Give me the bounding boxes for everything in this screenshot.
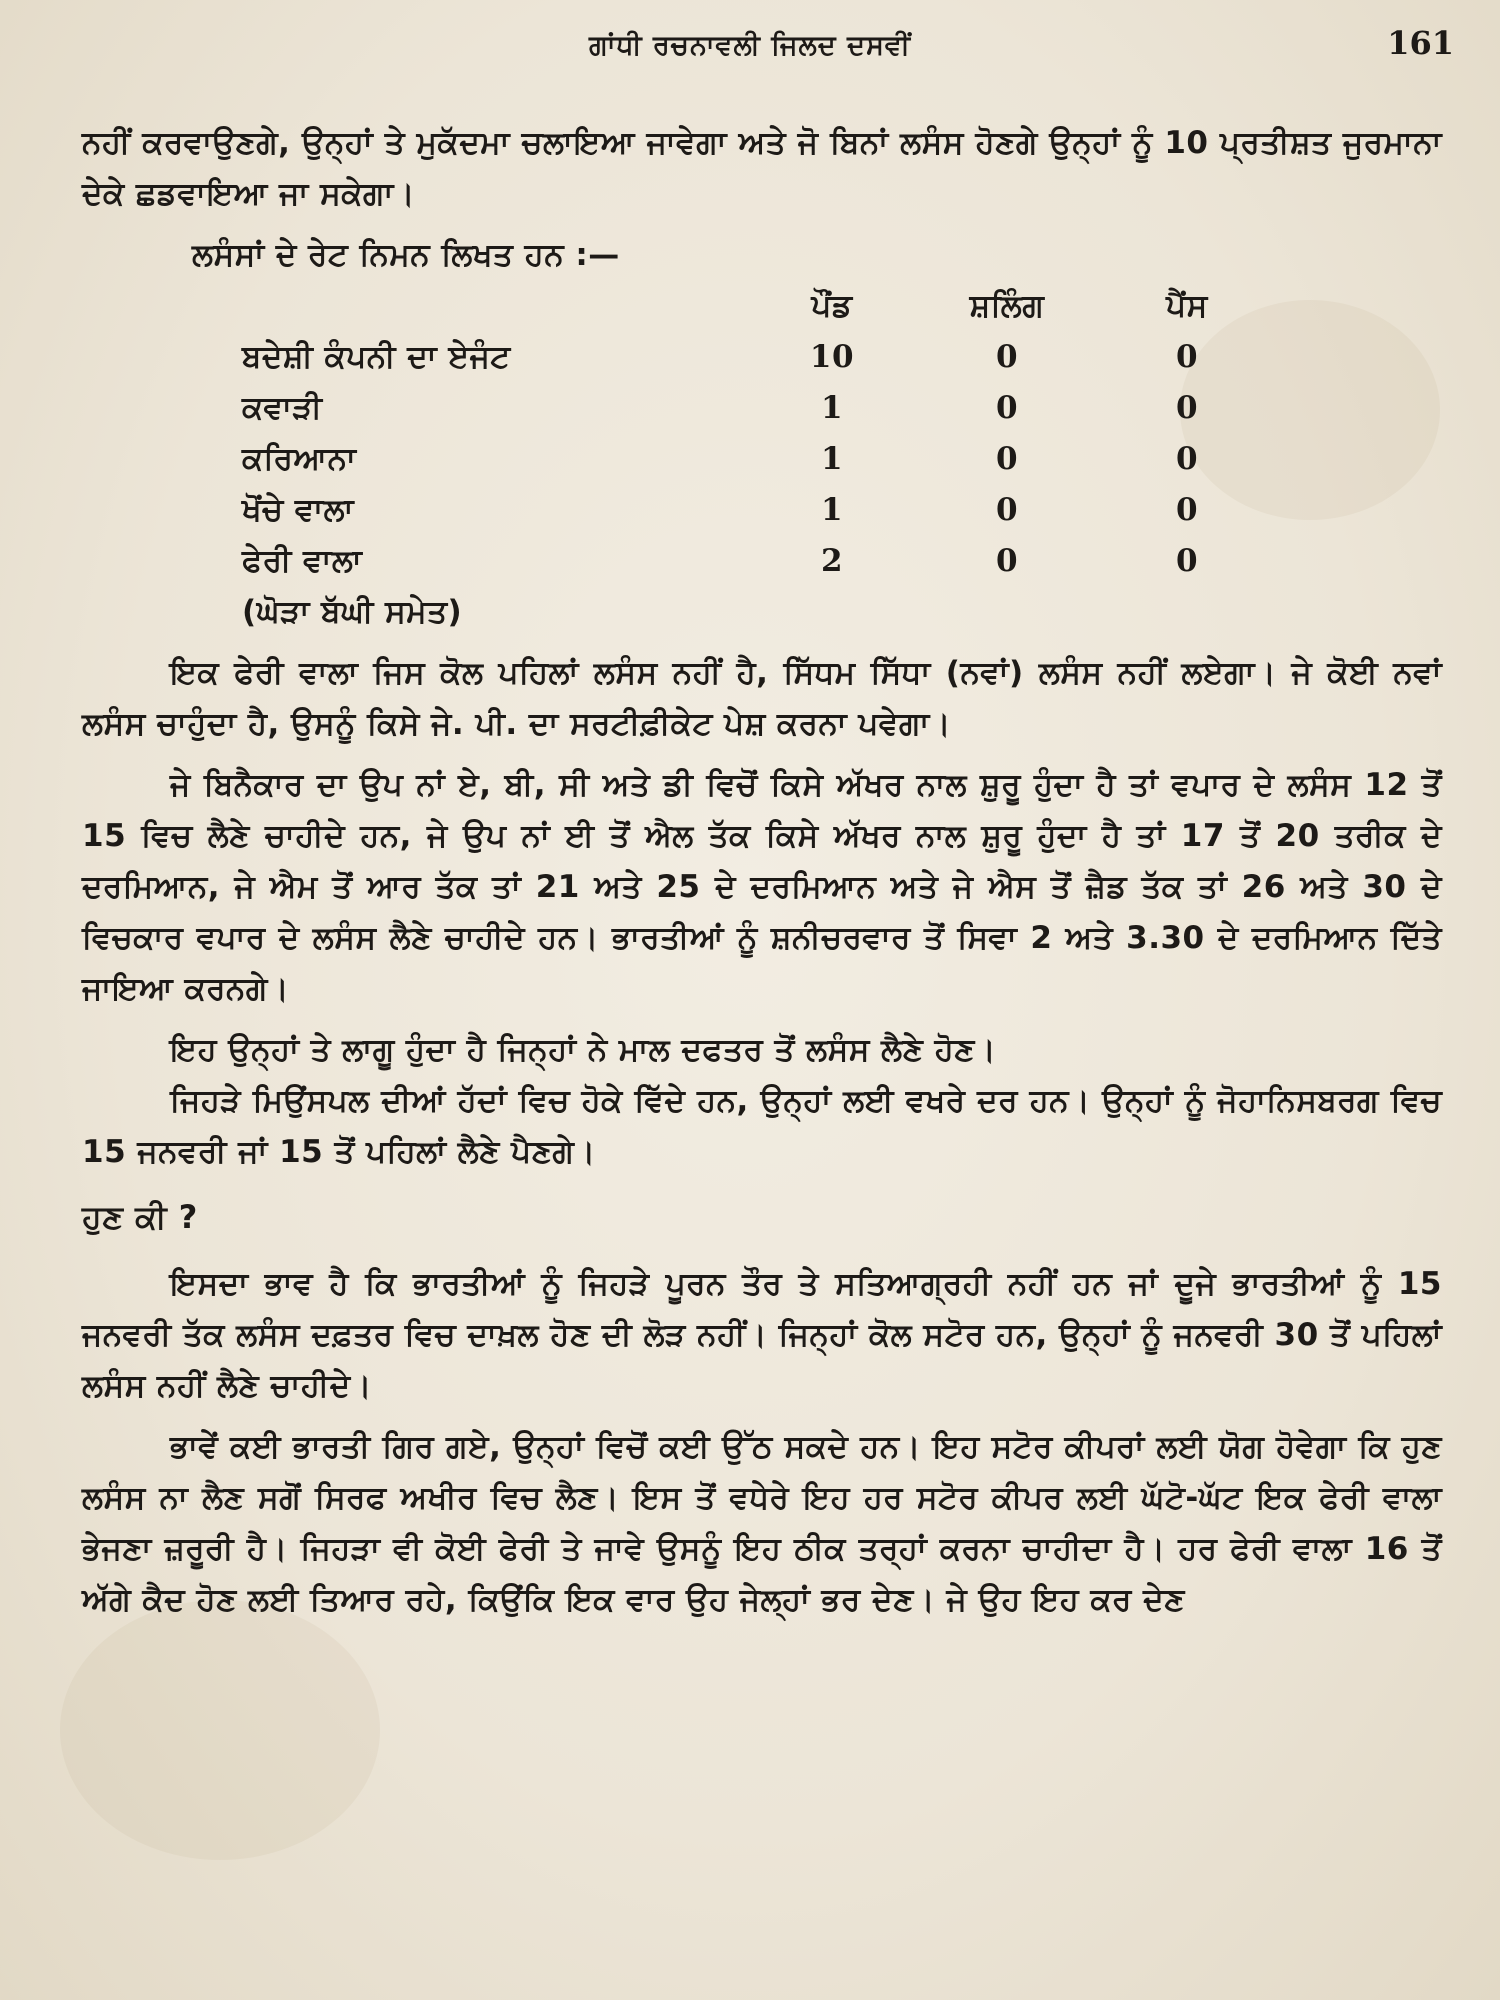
paper-stain	[60, 1600, 380, 1860]
paragraph: ਇਸਦਾ ਭਾਵ ਹੈ ਕਿ ਭਾਰਤੀਆਂ ਨੂੰ ਜਿਹੜੇ ਪੂਰਨ ਤੌਰ ਤੇ ਸਤਿਆਗ੍ਰਹੀ ਨਹੀਂ ਹਨ ਜਾਂ ਦੂਜੇ ਭਾਰਤੀਆਂ ਨੂੰ 15 ਜਨਵਰੀ ਤੱਕ ਲਸੰਸ ਦਫ਼ਤਰ ਵਿਚ ਦਾਖ਼ਲ ਹੋਣ ਦੀ ਲੋੜ ਨਹੀਂ। ਜਿਨ੍ਹਾਂ ਕੋਲ ਸਟੋਰ ਹਨ, ਉਨ੍ਹਾਂ ਨੂੰ ਜਨਵਰੀ 30 ਤੋਂ ਪਹਿਲਾਂ ਲਸੰਸ ਨਹੀਂ ਲੈਣੇ ਚਾਹੀਦੇ।	[82, 1266, 1442, 1404]
paragraph: ਇਹ ਉਨ੍ਹਾਂ ਤੇ ਲਾਗੂ ਹੁੰਦਾ ਹੈ ਜਿਨ੍ਹਾਂ ਨੇ ਮਾਲ ਦਫਤਰ ਤੋਂ ਲਸੰਸ ਲੈਣੇ ਹੋਣ।	[170, 1032, 997, 1068]
paragraph: ਜੇ ਬਿਨੈਕਾਰ ਦਾ ਉਪ ਨਾਂ ਏ, ਬੀ, ਸੀ ਅਤੇ ਡੀ ਵਿਚੋਂ ਕਿਸੇ ਅੱਖਰ ਨਾਲ ਸ਼ੁਰੂ ਹੁੰਦਾ ਹੈ ਤਾਂ ਵਪਾਰ ਦੇ ਲਸੰਸ 12 ਤੋਂ 15 ਵਿਚ ਲੈਣੇ ਚਾਹੀਦੇ ਹਨ, ਜੇ ਉਪ ਨਾਂ ਈ ਤੋਂ ਐਲ ਤੱਕ ਕਿਸੇ ਅੱਖਰ ਨਾਲ ਸ਼ੁਰੂ ਹੁੰਦਾ ਹੈ ਤਾਂ 17 ਤੋਂ 20 ਤਰੀਕ ਦੇ ਦਰਮਿਆਨ, ਜੇ ਐਮ ਤੋਂ ਆਰ ਤੱਕ ਤਾਂ 21 ਅਤੇ 25 ਦੇ ਦਰਮਿਆਨ ਅਤੇ ਜੇ ਐਸ ਤੋਂ ਜ਼ੈਡ ਤੱਕ ਤਾਂ 26 ਅਤੇ 30 ਦੇ ਵਿਚਕਾਰ ਵਪਾਰ ਦੇ ਲਸੰਸ ਲੈਣੇ ਚਾਹੀਦੇ ਹਨ। ਭਾਰਤੀਆਂ ਨੂੰ ਸ਼ਨੀਚਰਵਾਰ ਤੋਂ ਸਿਵਾ 2 ਅਤੇ 3.30 ਦੇ ਦਰਮਿਆਨ ਦਿੱਤੇ ਜਾਇਆ ਕਰਨਗੇ।	[82, 767, 1442, 1007]
running-head: ਗਾਂਧੀ ਰਚਨਾਵਲੀ ਜਿਲਦ ਦਸਵੀਂ	[589, 30, 911, 61]
page-body	[82, 118, 1442, 1636]
rate-shilling: 0	[995, 339, 1019, 375]
rates-note: (ਘੋੜਾ ਬੱਘੀ ਸਮੇਤ)	[242, 594, 463, 630]
rate-pence: 0	[1175, 390, 1199, 426]
rate-label: ਫੇਰੀ ਵਾਲਾ	[242, 543, 363, 579]
table-row	[242, 485, 1262, 536]
paragraph: ਨਹੀਂ ਕਰਵਾਉਣਗੇ, ਉਨ੍ਹਾਂ ਤੇ ਮੁਕੱਦਮਾ ਚਲਾਇਆ ਜਾਵੇਗਾ ਅਤੇ ਜੋ ਬਿਨਾਂ ਲਸੰਸ ਹੋਣਗੇ ਉਨ੍ਹਾਂ ਨੂੰ 10 ਪ੍ਰਤੀਸ਼ਤ ਜੁਰਮਾਨਾ ਦੇਕੇ ਛਡਵਾਇਆ ਜਾ ਸਕੇਗਾ।	[82, 125, 1442, 212]
table-row	[242, 383, 1262, 434]
rate-pence: 0	[1175, 492, 1199, 528]
page-number: 161	[1387, 24, 1454, 62]
rate-label: ਕਰਿਆਨਾ	[242, 441, 357, 477]
rate-label: ਕਵਾੜੀ	[242, 390, 323, 426]
rate-pound: 2	[820, 543, 844, 579]
rate-shilling: 0	[995, 441, 1019, 477]
rate-pound: 1	[820, 441, 844, 477]
paragraph: ਇਕ ਫੇਰੀ ਵਾਲਾ ਜਿਸ ਕੋਲ ਪਹਿਲਾਂ ਲਸੰਸ ਨਹੀਂ ਹੈ, ਸਿੱਧਮ ਸਿੱਧਾ (ਨਵਾਂ) ਲਸੰਸ ਨਹੀਂ ਲਏਗਾ। ਜੇ ਕੋਈ ਨਵਾਂ ਲਸੰਸ ਚਾਹੁੰਦਾ ਹੈ, ਉਸਨੂੰ ਕਿਸੇ ਜੇ. ਪੀ. ਦਾ ਸਰਟੀਫ਼ੀਕੇਟ ਪੇਸ਼ ਕਰਨਾ ਪਵੇਗਾ।	[82, 655, 1442, 742]
rate-label: ਬਦੇਸ਼ੀ ਕੰਪਨੀ ਦਾ ਏਜੰਟ	[242, 339, 511, 375]
rate-pence: 0	[1175, 543, 1199, 579]
rate-pound: 1	[820, 492, 844, 528]
license-rates-table	[242, 281, 1262, 587]
rate-pound: 10	[809, 339, 855, 375]
paragraph: ਭਾਵੇਂ ਕਈ ਭਾਰਤੀ ਗਿਰ ਗਏ, ਉਨ੍ਹਾਂ ਵਿਚੋਂ ਕਈ ਉੱਠ ਸਕਦੇ ਹਨ। ਇਹ ਸਟੋਰ ਕੀਪਰਾਂ ਲਈ ਯੋਗ ਹੋਵੇਗਾ ਕਿ ਹੁਣ ਲਸੰਸ ਨਾ ਲੈਣ ਸਗੋਂ ਸਿਰਫ ਅਖੀਰ ਵਿਚ ਲੈਣ। ਇਸ ਤੋਂ ਵਧੇਰੇ ਇਹ ਹਰ ਸਟੋਰ ਕੀਪਰ ਲਈ ਘੱਟੋ-ਘੱਟ ਇਕ ਫੇਰੀ ਵਾਲਾ ਭੇਜਣਾ ਜ਼ਰੂਰੀ ਹੈ। ਜਿਹੜਾ ਵੀ ਕੋਈ ਫੇਰੀ ਤੇ ਜਾਵੇ ਉਸਨੂੰ ਇਹ ਠੀਕ ਤਰ੍ਹਾਂ ਕਰਨਾ ਚਾਹੀਦਾ ਹੈ। ਹਰ ਫੇਰੀ ਵਾਲਾ 16 ਤੋਂ ਅੱਗੇ ਕੈਦ ਹੋਣ ਲਈ ਤਿਆਰ ਰਹੇ, ਕਿਉਂਕਿ ਇਕ ਵਾਰ ਉਹ ਜੇਲ੍ਹਾਂ ਭਰ ਦੇਣ। ਜੇ ਉਹ ਇਹ ਕਰ ਦੇਣ	[82, 1429, 1442, 1618]
rate-pence: 0	[1175, 339, 1199, 375]
column-header-pence: ਪੈਂਸ	[1166, 288, 1208, 324]
rate-shilling: 0	[995, 390, 1019, 426]
rate-pence: 0	[1175, 441, 1199, 477]
rate-label: ਖੋਂਚੇ ਵਾਲਾ	[242, 492, 354, 528]
paragraph: ਜਿਹੜੇ ਮਿਉਂਸਪਲ ਦੀਆਂ ਹੱਦਾਂ ਵਿਚ ਹੋਕੇ ਵਿੱਦੇ ਹਨ, ਉਨ੍ਹਾਂ ਲਈ ਵਖਰੇ ਦਰ ਹਨ। ਉਨ੍ਹਾਂ ਨੂੰ ਜੋਹਾਨਿਸਬਰਗ ਵਿਚ 15 ਜਨਵਰੀ ਜਾਂ 15 ਤੋਂ ਪਹਿਲਾਂ ਲੈਣੇ ਪੈਣਗੇ।	[82, 1083, 1442, 1170]
rate-shilling: 0	[995, 492, 1019, 528]
section-heading: ਹੁਣ ਕੀ ?	[82, 1198, 198, 1236]
table-header-empty	[242, 281, 762, 332]
rate-pound: 1	[820, 390, 844, 426]
column-header-shilling: ਸ਼ਲਿੰਗ	[969, 288, 1045, 324]
table-header-row	[242, 281, 1262, 332]
table-row	[242, 332, 1262, 383]
column-header-pound: ਪੌਂਡ	[811, 288, 853, 324]
rates-intro: ਲਸੰਸਾਂ ਦੇ ਰੇਟ ਨਿਮਨ ਲਿਖਤ ਹਨ :—	[192, 237, 620, 273]
rate-shilling: 0	[995, 543, 1019, 579]
table-row	[242, 536, 1262, 587]
table-row	[242, 434, 1262, 485]
